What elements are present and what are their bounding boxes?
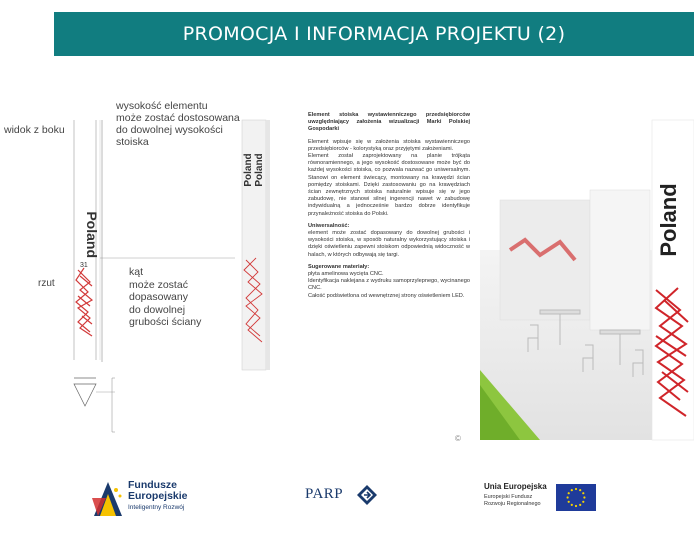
- plan-triangle: [74, 378, 96, 406]
- fe-line1: Fundusze: [128, 479, 177, 491]
- brand-text-side: Poland: [84, 211, 100, 258]
- angle-note-line: dopasowany: [129, 291, 188, 303]
- description-heading: Element stoiska wystawienniczego przedsiębiorców uwzględniający założenia wizualizacji Marki Polskiej Gospodarki: [308, 112, 470, 133]
- universal-para: element może zostać dopasowany do dowolnej grubości i wysokości stoiska, w sposób naturalny wykorzystujący stoiska i dzięki oświetleniu zapewni stoiskom odpowiednią widoczność w halach, w których odbywają się targi.: [308, 230, 470, 258]
- materials-item: płyta amelinowa wycięta CNC.: [308, 271, 384, 278]
- eu-flag-icon: [556, 484, 596, 511]
- brand-text-front-1: Poland: [243, 153, 254, 187]
- ue-line2: Rozwoju Regionalnego: [484, 500, 541, 507]
- universal-heading: Uniwersalność:: [308, 222, 350, 229]
- angle-note-line: do dowolnej: [129, 303, 186, 316]
- parp-arrows-icon: [356, 484, 378, 506]
- materials-item: Całość podświetlona od wewnętrznej strony oświetleniem LED.: [308, 292, 465, 299]
- fe-line2: Europejskie: [128, 490, 188, 502]
- angle-note-line: kąt: [129, 266, 144, 278]
- ue-subtitle: [484, 494, 541, 507]
- brand-text-front-2: Poland: [254, 153, 265, 187]
- side-view-label: widok z boku: [4, 124, 65, 136]
- dimension-label: 31: [80, 262, 88, 269]
- materials-item: Identyfikacja naklejana z wydruku samoprzylepnego, wycinanego CNC.: [308, 278, 470, 292]
- materials-heading: Sugerowane materiały:: [308, 263, 370, 270]
- fe-subtitle: Inteligentny Rozwój: [128, 504, 185, 511]
- parp-logo-text: PARP: [305, 486, 344, 502]
- plan-label: rzut: [38, 278, 55, 289]
- description-text: [308, 112, 470, 300]
- fundusze-europejskie-name: [128, 480, 188, 502]
- height-note-line: wysokość elementu: [116, 100, 208, 112]
- page-title: PROMOCJA I INFORMACJA PROJEKTU (2): [182, 23, 566, 45]
- height-note-line: stoiska: [116, 136, 149, 148]
- brand-text-photo: Poland: [656, 183, 681, 257]
- height-note-line: do dowolnej wysokości: [116, 124, 223, 136]
- height-note: [116, 100, 246, 148]
- ue-title: Unia Europejska: [484, 482, 547, 491]
- copyright-mark: ©: [455, 434, 461, 443]
- angle-note: [129, 266, 201, 329]
- description-para-1: Element wpisuje się w założenia stoiska wystawienniczego przedsiębiorców - kolorystyką oraz przyjętymi założeniami.: [308, 138, 470, 152]
- angle-note-line: może zostać: [129, 278, 188, 291]
- angle-note-line: grubości ściany: [129, 316, 202, 328]
- header-bar: [54, 12, 694, 56]
- ue-line1: Europejski Fundusz: [484, 494, 533, 500]
- description-para-2: Element został zaprojektowany na planie trójkąta równoramiennego, a jego wysokość dostosowane może być do każdej wysokości stoiska, co pozwala nazwać go uniwersalnym. Stanowi on element świecący, montowany na krawędzi ścian pomiędzy stoiskami. Dzięki zastosowaniu go na krawędziach ścian zewnętrznych stoiska naturalnie wpisuje się w jego zabudowę, nie stanowi silnej ingerencji nawet w zabudowę indywidualną a jednocześnie bardzo dobrze identyfikuje przynależność stoiska do Polski.: [308, 153, 470, 217]
- height-note-line: może zostać dostosowana: [116, 112, 240, 124]
- red-pattern-side: [76, 268, 92, 336]
- booth-visualization: [480, 100, 694, 450]
